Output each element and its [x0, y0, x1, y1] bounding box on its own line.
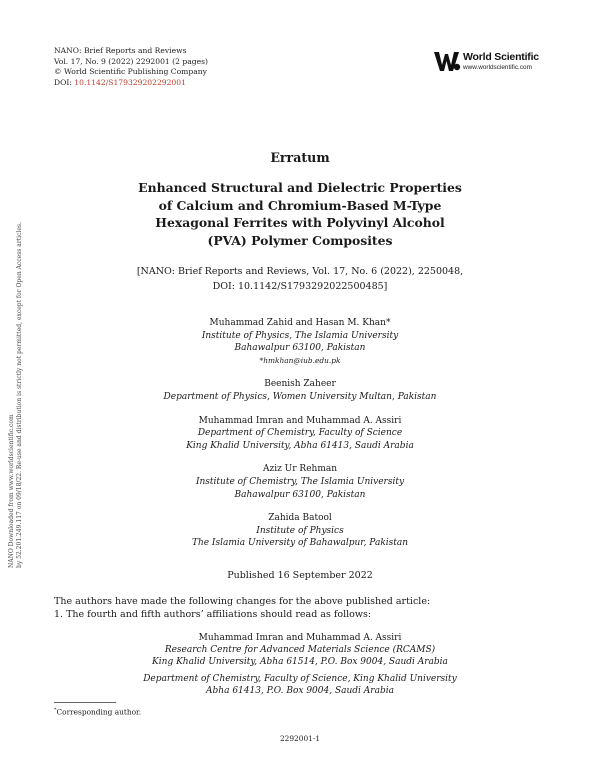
author-names: Muhammad Imran and Muhammad A. Assiri [198, 415, 402, 426]
sidebar-line-2: by 52.201.249.117 on 09/18/22. Re-use and distribution is strictly not permitted, except for Open Access articles. [16, 222, 23, 568]
footnote [54, 707, 141, 716]
author-affiliation: Department of Physics, Women University Multan, Pakistan [163, 391, 437, 402]
citation-line: DOI: 10.1142/S1793292022500485] [212, 281, 388, 292]
author-affiliation: King Khalid University, Abha 61413, Saudi Arabia [186, 440, 414, 451]
published-date: Published 16 September 2022 [227, 570, 373, 581]
citation-line: [NANO: Brief Reports and Reviews, Vol. 17, No. 6 (2022), 2250048, [136, 266, 464, 277]
author-block [0, 415, 600, 453]
original-citation [0, 264, 600, 294]
author-block [0, 463, 600, 501]
corrected-affiliation: King Khalid University, Abha 61514, P.O. Box 9004, Saudi Arabia [152, 657, 448, 667]
journal-header [54, 46, 208, 88]
title-line: Enhanced Structural and Dielectric Properties [138, 180, 462, 195]
author-names: Zahida Batool [268, 513, 332, 524]
author-names: Beenish Zaheer [264, 379, 336, 390]
logo-name: World Scientific [463, 51, 539, 63]
publisher-logo [433, 50, 549, 74]
doi-link[interactable]: 10.1142/S179329202292001 [74, 77, 186, 87]
author-email[interactable]: *hmkhan@iub.edu.pk [259, 355, 341, 365]
journal-volume: Vol. 17, No. 9 (2022) 2292001 (2 pages) [54, 56, 208, 66]
body-intro: The authors have made the following changes for the above published article: [54, 596, 431, 607]
author-block [0, 317, 600, 367]
journal-name: NANO: Brief Reports and Reviews [54, 46, 187, 55]
world-scientific-logo-icon [433, 50, 461, 72]
author-names: Aziz Ur Rehman [262, 464, 338, 475]
corrected-affiliation: Abha 61413, P.O. Box 9004, Saudi Arabia [206, 686, 394, 696]
author-names: Muhammad Zahid and Hasan M. Khan* [209, 318, 391, 328]
corrected-affiliation: Department of Chemistry, Faculty of Science, King Khalid University [143, 674, 457, 684]
author-list [0, 317, 600, 561]
title-line: of Calcium and Chromium-Based M-Type [158, 197, 442, 213]
author-block [0, 378, 600, 403]
title-line: (PVA) Polymer Composites [207, 232, 393, 248]
author-affiliation: Institute of Chemistry, The Islamia University [195, 476, 405, 487]
logo-url: www.worldscientific.com [463, 64, 532, 71]
corrected-affiliation: Research Centre for Advanced Materials Science (RCAMS) [164, 645, 436, 655]
footnote-mark: * [54, 707, 57, 713]
author-affiliation: Bahawalpur 63100, Pakistan [234, 489, 366, 500]
author-affiliation: Institute of Physics, The Islamia University [201, 330, 399, 341]
page-number: 2292001-1 [279, 734, 321, 743]
author-affiliation: Bahawalpur 63100, Pakistan [234, 343, 366, 354]
body-item-1: 1. The fourth and fifth authors’ affiliations should read as follows: [54, 608, 372, 620]
author-affiliation: Department of Chemistry, Faculty of Science [197, 428, 403, 439]
sidebar-line-1: NANO Downloaded from www.worldscientific.com [8, 414, 15, 568]
erratum-body [54, 596, 430, 622]
title-line: Hexagonal Ferrites with Polyvinyl Alcohol [155, 215, 445, 230]
footnote-divider [54, 702, 116, 703]
footnote-text: Corresponding author. [56, 707, 142, 717]
doi-line [54, 78, 208, 89]
erratum-heading: Erratum [270, 150, 330, 165]
doi-label: DOI: [54, 77, 72, 87]
corrected-affiliations [0, 632, 600, 697]
author-affiliation: The Islamia University of Bahawalpur, Pakistan [191, 538, 409, 549]
corrected-author-names: Muhammad Imran and Muhammad A. Assiri [198, 633, 402, 643]
author-block [0, 512, 600, 550]
copyright-line: © World Scientific Publishing Company [54, 67, 207, 77]
author-affiliation: Institute of Physics [256, 525, 344, 536]
article-title [100, 179, 500, 249]
